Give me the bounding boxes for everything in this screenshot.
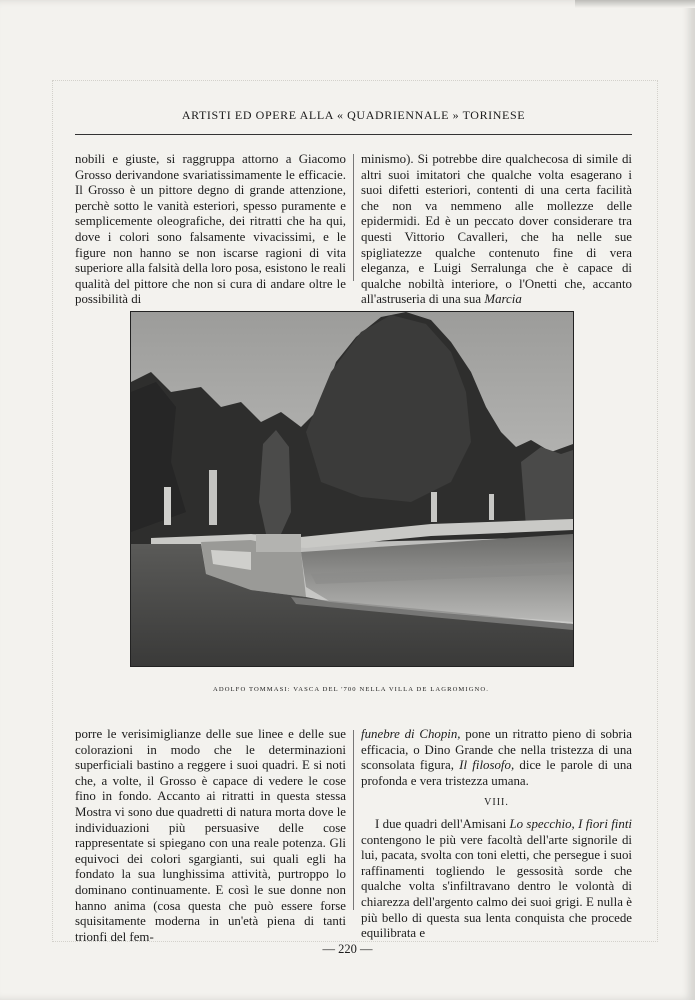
figure-caption: ADOLFO TOMMASI: VASCA DEL '700 NELLA VILLA DE LAGROMIGNO. xyxy=(212,686,490,693)
column-bottom-left xyxy=(75,727,346,945)
italic-title: Il filosofo, xyxy=(459,758,515,773)
garden-pool-photo xyxy=(131,312,573,666)
italic-title: funebre di Chopin, xyxy=(361,727,461,741)
page-number: — 220 — xyxy=(322,942,373,956)
text-run: minismo). Si potrebbe dire qualchecosa di simile di altri suoi imitatori che qualche volta esagerano i suoi difetti esteriori, contenti di una certa facilità che non va nemmeno alle mollezze delle epidermidi. Ed è un peccato dover considerare tra questi Vittorio Cavalleri, che ha nelle sue spigliatezze qualche contenuto fine di vera eleganza, e Luigi Serralunga che è capace di qualche nobiltà interiore, o l'Onetti che, accanto all'astruseria di una sua xyxy=(361,152,632,307)
paragraph xyxy=(361,817,632,942)
paragraph: porre le verisimiglianze delle sue linee e delle sue colorazioni in modo che le determinazioni superficiali bastino a reggere i suoi quadri. E si noti che, a volte, il Grosso è capace di vedere le cose fino in fondo. Accanto ai ritratti in questa stessa Mostra vi sono due quadretti di natura morta dove le individuazioni più persuasive delle cose rappresentate si spiegano con una reale potenza. Gli equivoci dei colori sgargianti, sui quali egli ha fondato la sua lunghissima attività, purtroppo lo dominano continuamente. E così le sue donne non hanno anima (cosa questa che può essere forse squisitamente moderna in un'età piena di tanti trionfi del fem- xyxy=(75,727,346,944)
header-rule xyxy=(75,134,632,135)
section-number: VIII. xyxy=(484,797,509,809)
italic-title: Lo specchio, I fiori finti xyxy=(509,816,632,831)
column-bottom-right xyxy=(361,727,632,942)
column-divider xyxy=(353,730,354,910)
paragraph xyxy=(361,727,632,789)
column-divider xyxy=(353,154,354,281)
text-run: pone un ritratto pieno di sobria efficacia, o Dino Grande che nella tristezza di una sconsolata figura, xyxy=(361,727,632,773)
paragraph: nobili e giuste, si raggruppa attorno a Giacomo Grosso derivandone svariatissimamente le efficacie. Il Grosso è un pittore degno di grande attenzione, perchè sotto le vanità esteriori, spesso puramente e semplicemente oleografiche, dei ritratti che ha qui, dove i colori sono falsamente vivacissimi, e le figure non hanno se non iscarse ragioni di vita superiore alla falsità della loro posa, esistono le reali qualità del pittore che non si cura di andare oltre le possibilità di xyxy=(75,152,346,307)
text-run: dice le parole di una profonda e vera tristezza umana. xyxy=(361,758,632,788)
running-head: ARTISTI ED OPERE ALLA « QUADRIENNALE » TORINESE xyxy=(181,108,526,122)
page-edge-shadow xyxy=(575,0,695,8)
text-run: contengono le più vere facoltà dell'arte signorile di lui, pacata, svolta con toni eletti, che persegue i suoi raffinamenti togliendo le gessosità sorde che qualche volta s'infiltravano dentro le volontà di chiarezza dell'argento calmo dei suoi grigi. E nulla è più bello di questa sua lenta conquista che procede equilibrata e xyxy=(361,832,632,941)
column-top-left xyxy=(75,152,346,308)
text-run: I due quadri dell'Amisani xyxy=(375,816,510,831)
photograph xyxy=(130,311,574,667)
column-top-right xyxy=(361,152,632,308)
italic-title: Marcia xyxy=(484,292,522,307)
paragraph xyxy=(361,152,632,308)
